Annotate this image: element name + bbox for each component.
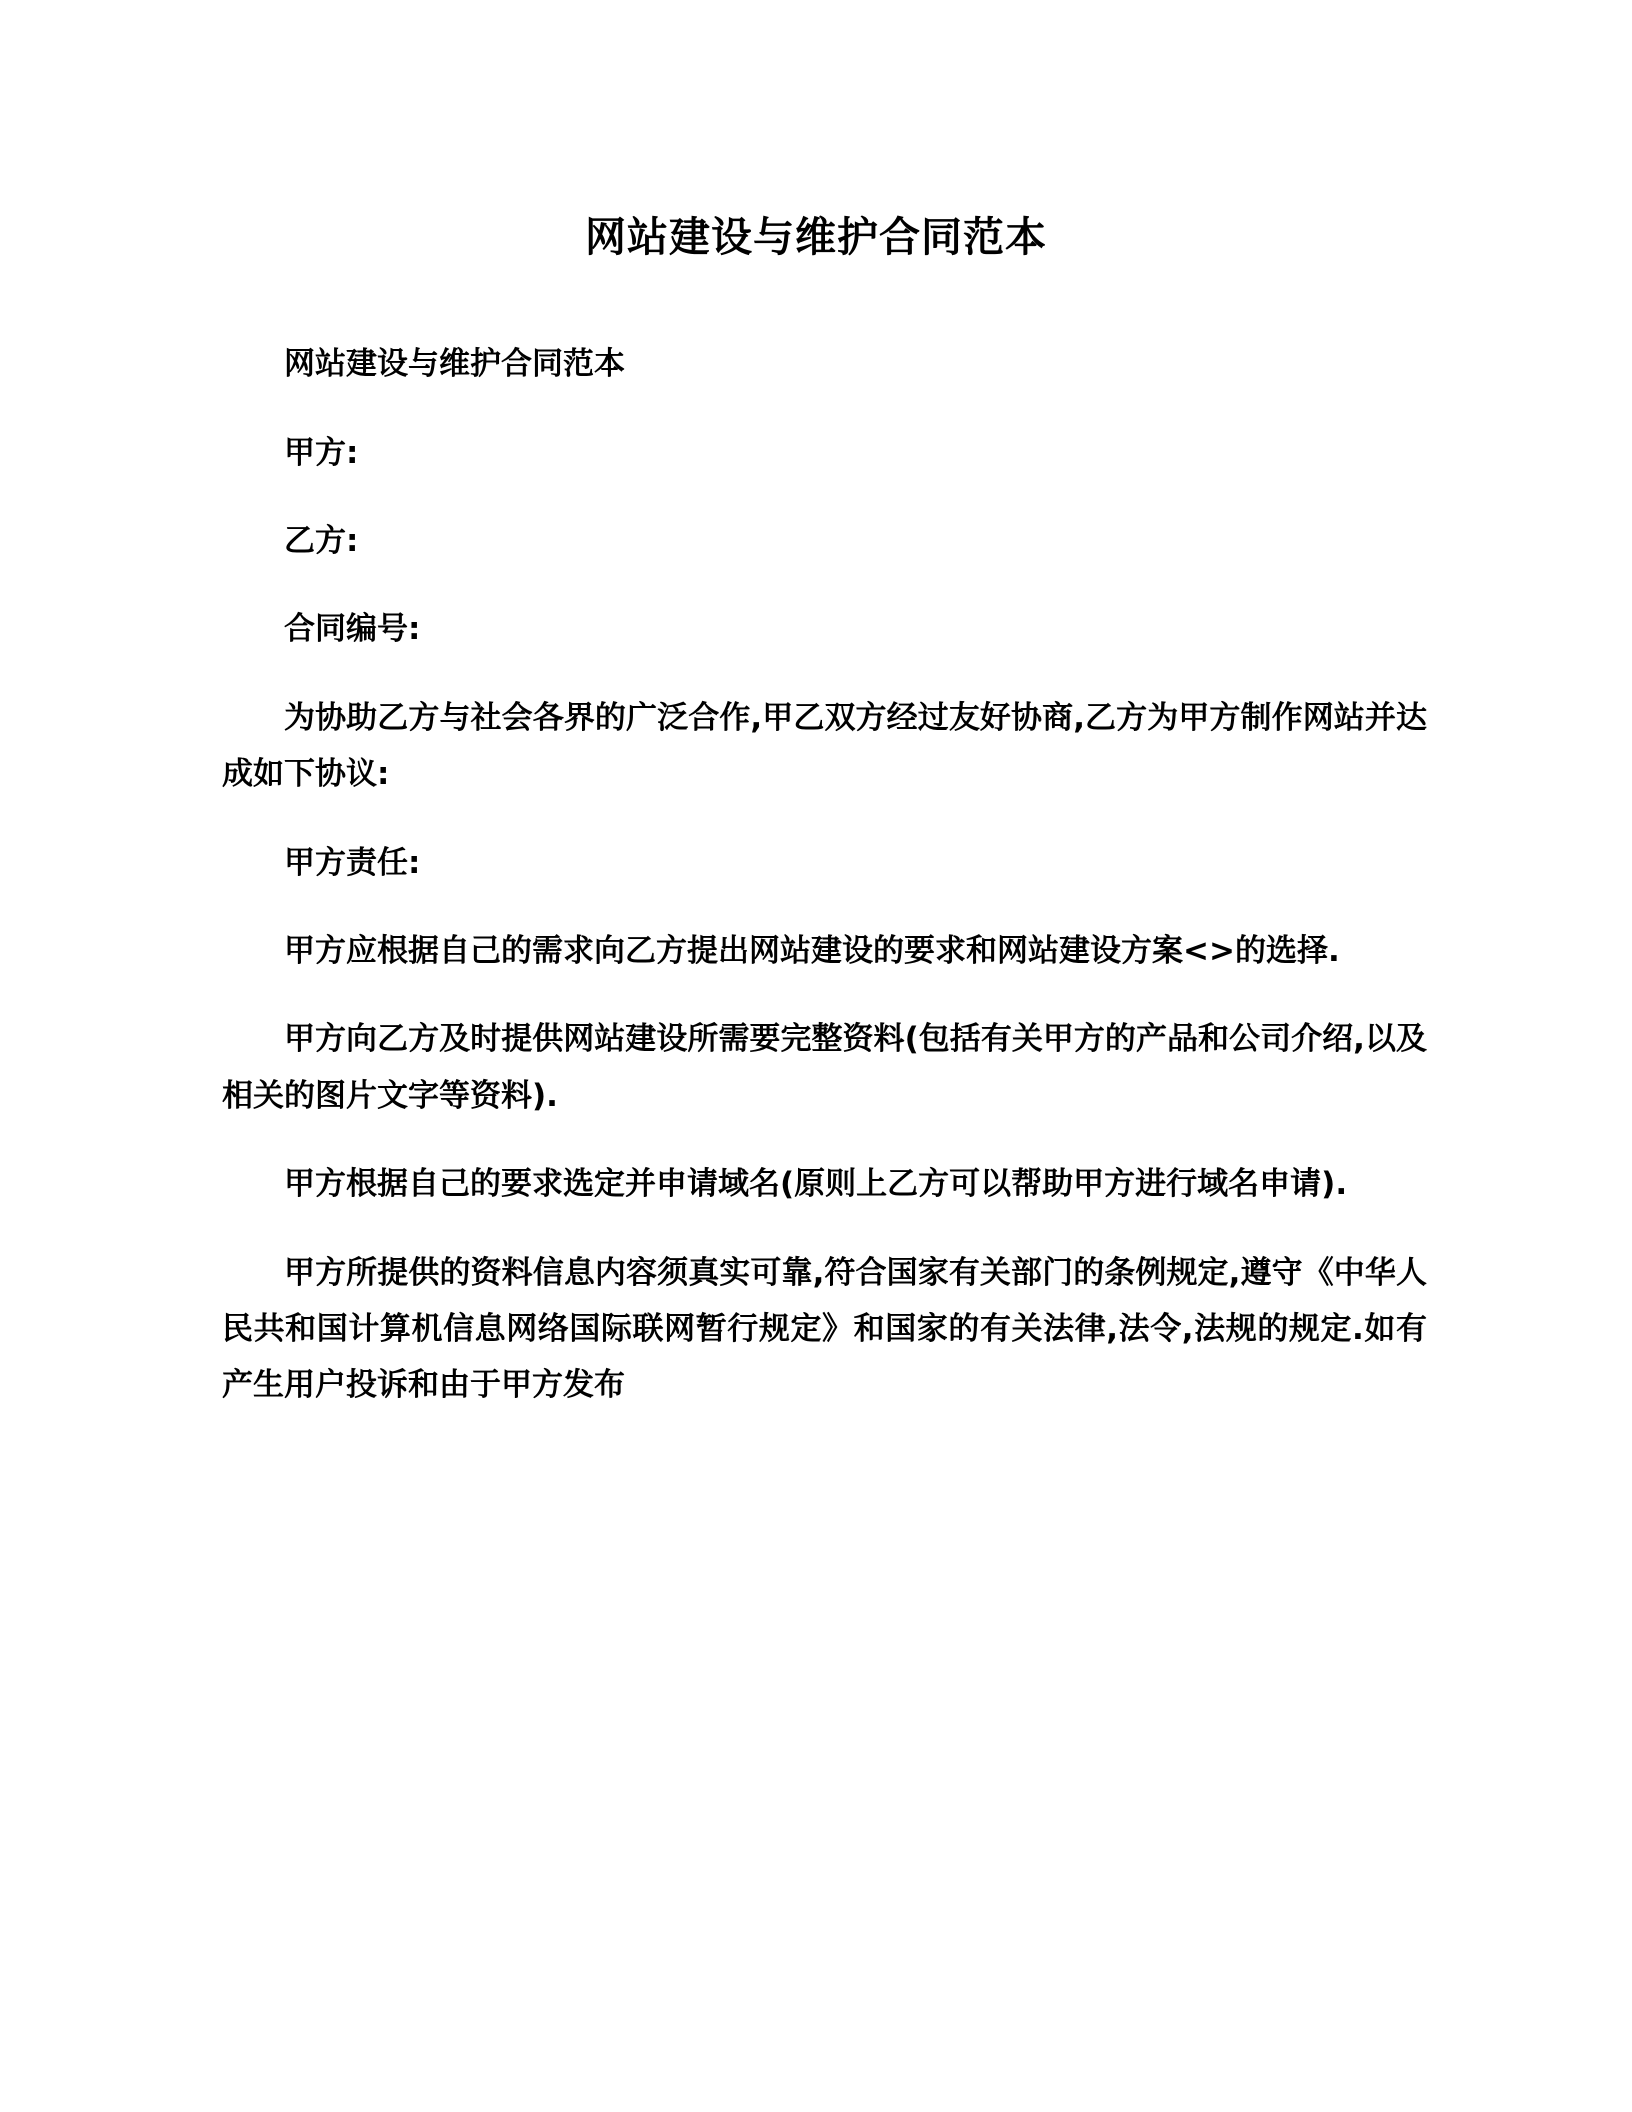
paragraph: 甲方所提供的资料信息内容须真实可靠,符合国家有关部门的条例规定,遵守《中华人民共和国计算机信息网络国际联网暂行规定》和国家的有关法律,法令,法规的规定.如有产生用户投诉和由于甲方发布 <box>222 1254 1427 1404</box>
paragraph: 合同编号: <box>284 611 421 648</box>
paragraph: 甲方: <box>284 434 359 471</box>
paragraph: 为协助乙方与社会各界的广泛合作,甲乙双方经过友好协商,乙方为甲方制作网站并达成如下协议: <box>222 699 1427 793</box>
paragraph: 网站建设与维护合同范本 <box>284 346 625 383</box>
document-body <box>0 336 1632 1414</box>
paragraph: 甲方责任: <box>284 844 421 881</box>
paragraph: 甲方应根据自己的需求向乙方提出网站建设的要求和网站建设方案<>的选择. <box>284 933 1340 970</box>
paragraph: 甲方根据自己的要求选定并申请域名(原则上乙方可以帮助甲方进行域名申请). <box>284 1166 1348 1203</box>
page-title: 网站建设与维护合同范本 <box>585 213 1047 261</box>
paragraph: 甲方向乙方及时提供网站建设所需要完整资料(包括有关甲方的产品和公司介绍,以及相关的图片文字等资料). <box>222 1021 1427 1114</box>
paragraph: 乙方: <box>284 523 359 559</box>
